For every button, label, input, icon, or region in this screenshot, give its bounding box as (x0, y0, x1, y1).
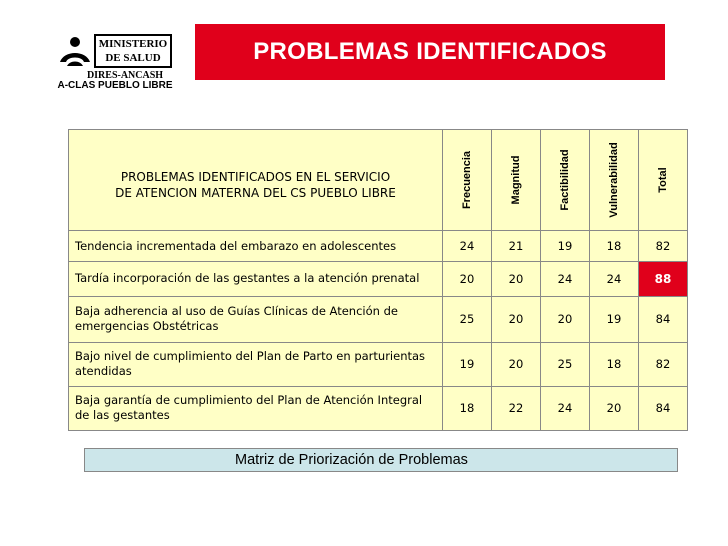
table-row (69, 386, 688, 430)
value-cell: 18 (443, 386, 492, 430)
highlighted-total-cell: 88 (639, 262, 688, 296)
value-cell: 19 (541, 231, 590, 262)
column-label: Total (657, 167, 669, 193)
value-cell: 19 (443, 342, 492, 386)
problem-cell: Tardía incorporación de las gestantes a la atención prenatal (69, 262, 443, 296)
total-cell: 84 (639, 296, 688, 342)
ministry-logo (50, 30, 180, 92)
table-header-row (69, 130, 688, 231)
ministry-name-line2: DE SALUD (105, 52, 161, 64)
logo-subtitle-clas: A-CLAS PUEBLO LIBRE (57, 80, 173, 91)
table-title-line1: PROBLEMAS IDENTIFICADOS EN EL SERVICIO (120, 170, 391, 185)
table-row (69, 231, 688, 262)
people-emblem-icon (58, 36, 92, 68)
total-cell: 82 (639, 231, 688, 262)
column-label: Frecuencia (461, 151, 473, 210)
column-label: Vulnerabilidad (608, 142, 620, 218)
value-cell: 20 (492, 262, 541, 296)
table-row (69, 296, 688, 342)
column-header-magnitud (492, 130, 541, 231)
value-cell: 18 (590, 342, 639, 386)
total-cell: 84 (639, 386, 688, 430)
ministry-name-line1: MINISTERIO (98, 38, 168, 50)
value-cell: 24 (590, 262, 639, 296)
column-header-frecuencia (443, 130, 492, 231)
value-cell: 19 (590, 296, 639, 342)
column-header-factibilidad (541, 130, 590, 231)
total-cell: 82 (639, 342, 688, 386)
problem-cell: Tendencia incrementada del embarazo en adolescentes (69, 231, 443, 262)
value-cell: 24 (541, 262, 590, 296)
logo-subtitle-dires: DIRES-ANCASH (86, 70, 164, 81)
value-cell: 24 (541, 386, 590, 430)
column-header-vulnerabilidad (590, 130, 639, 231)
problem-cell: Baja garantía de cumplimiento del Plan de Atención Integral de las gestantes (69, 386, 443, 430)
value-cell: 21 (492, 231, 541, 262)
value-cell: 20 (541, 296, 590, 342)
problem-cell: Baja adherencia al uso de Guías Clínicas de Atención de emergencias Obstétricas (69, 296, 443, 342)
column-label: Magnitud (510, 155, 522, 205)
problem-cell: Bajo nivel de cumplimiento del Plan de Parto en parturientas atendidas (69, 342, 443, 386)
value-cell: 22 (492, 386, 541, 430)
value-cell: 24 (443, 231, 492, 262)
table-row (69, 262, 688, 296)
value-cell: 20 (590, 386, 639, 430)
table-title (69, 130, 443, 231)
column-header-total (639, 130, 688, 231)
page-title: PROBLEMAS IDENTIFICADOS (195, 24, 665, 80)
value-cell: 20 (492, 342, 541, 386)
matrix-caption: Matriz de Priorización de Problemas (84, 448, 678, 472)
value-cell: 25 (541, 342, 590, 386)
value-cell: 18 (590, 231, 639, 262)
column-label: Factibilidad (559, 149, 571, 211)
ministry-name-box (94, 34, 172, 68)
value-cell: 20 (492, 296, 541, 342)
table-title-line2: DE ATENCION MATERNA DEL CS PUEBLO LIBRE (115, 186, 396, 201)
value-cell: 25 (443, 296, 492, 342)
priority-matrix-table (68, 129, 688, 431)
value-cell: 20 (443, 262, 492, 296)
table-row (69, 342, 688, 386)
